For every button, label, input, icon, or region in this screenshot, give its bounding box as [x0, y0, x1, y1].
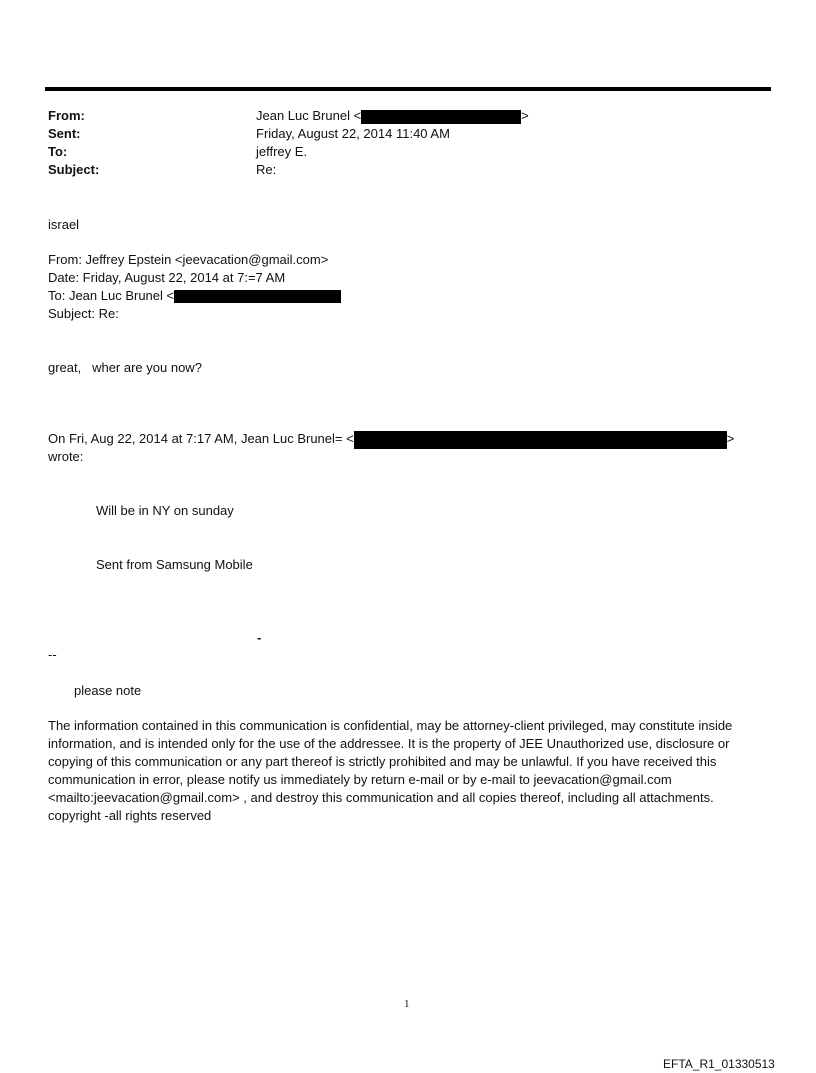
subject-label: Subject: — [48, 162, 100, 177]
quoted-on-line — [48, 430, 734, 449]
redaction-box — [174, 290, 341, 303]
quoted-body: great, wher are you now? — [48, 360, 202, 375]
stray-dash: - — [257, 630, 262, 645]
to-value: jeffrey E. — [256, 144, 308, 159]
subject-value: Re: — [256, 162, 277, 177]
from-bracket: > — [521, 108, 529, 123]
reply-body: israel — [48, 217, 80, 232]
quoted-date-line: Date: Friday, August 22, 2014 at 7:=7 AM — [48, 270, 286, 285]
note-title: please note — [74, 683, 142, 698]
quoted-to-line — [48, 287, 341, 305]
inner-body: Will be in NY on sunday — [96, 503, 234, 518]
redaction-box — [361, 110, 521, 124]
signature-separator: -- — [48, 647, 57, 662]
to-label: To: — [48, 144, 68, 159]
mobile-signature: Sent from Samsung Mobile — [96, 557, 253, 572]
from-name: Jean Luc Brunel < — [256, 108, 362, 123]
document-id: EFTA_R1_01330513 — [663, 1057, 775, 1071]
sent-label: Sent: — [48, 126, 81, 141]
quoted-subject-line: Subject: Re: — [48, 306, 119, 321]
quoted-on-text: On Fri, Aug 22, 2014 at 7:17 AM, Jean Luc Brunel= < — [48, 431, 354, 446]
from-label: From: — [48, 108, 85, 123]
redaction-box — [354, 431, 727, 449]
from-value — [256, 107, 529, 125]
quoted-from-line: From: Jeffrey Epstein <jeevacation@gmail.com> — [48, 252, 329, 267]
quoted-wrote: wrote: — [48, 449, 84, 464]
quoted-to-text: To: Jean Luc Brunel < — [48, 288, 175, 303]
quoted-on-bracket: > — [726, 431, 735, 446]
header-rule — [45, 87, 771, 91]
page-number: 1 — [404, 998, 410, 1010]
sent-value: Friday, August 22, 2014 11:40 AM — [256, 126, 450, 141]
confidentiality-disclaimer: The information contained in this communication is confidential, may be attorney-client privileged, may constitute inside information, and is intended only for the use of the addressee. It is the property of JEE Unauthorized use, disclosure or copying of this communication or any part thereof is strictly prohibited and may be unlawful. If you have received this communication in error, please notify us immediately by return e-mail or by e-mail to jeevacation@gmail.com <mailto:jeevacation@gmail.com> , and destroy this communication and all copies thereof, including all attachments. copyright -all rights reserved — [48, 718, 733, 823]
